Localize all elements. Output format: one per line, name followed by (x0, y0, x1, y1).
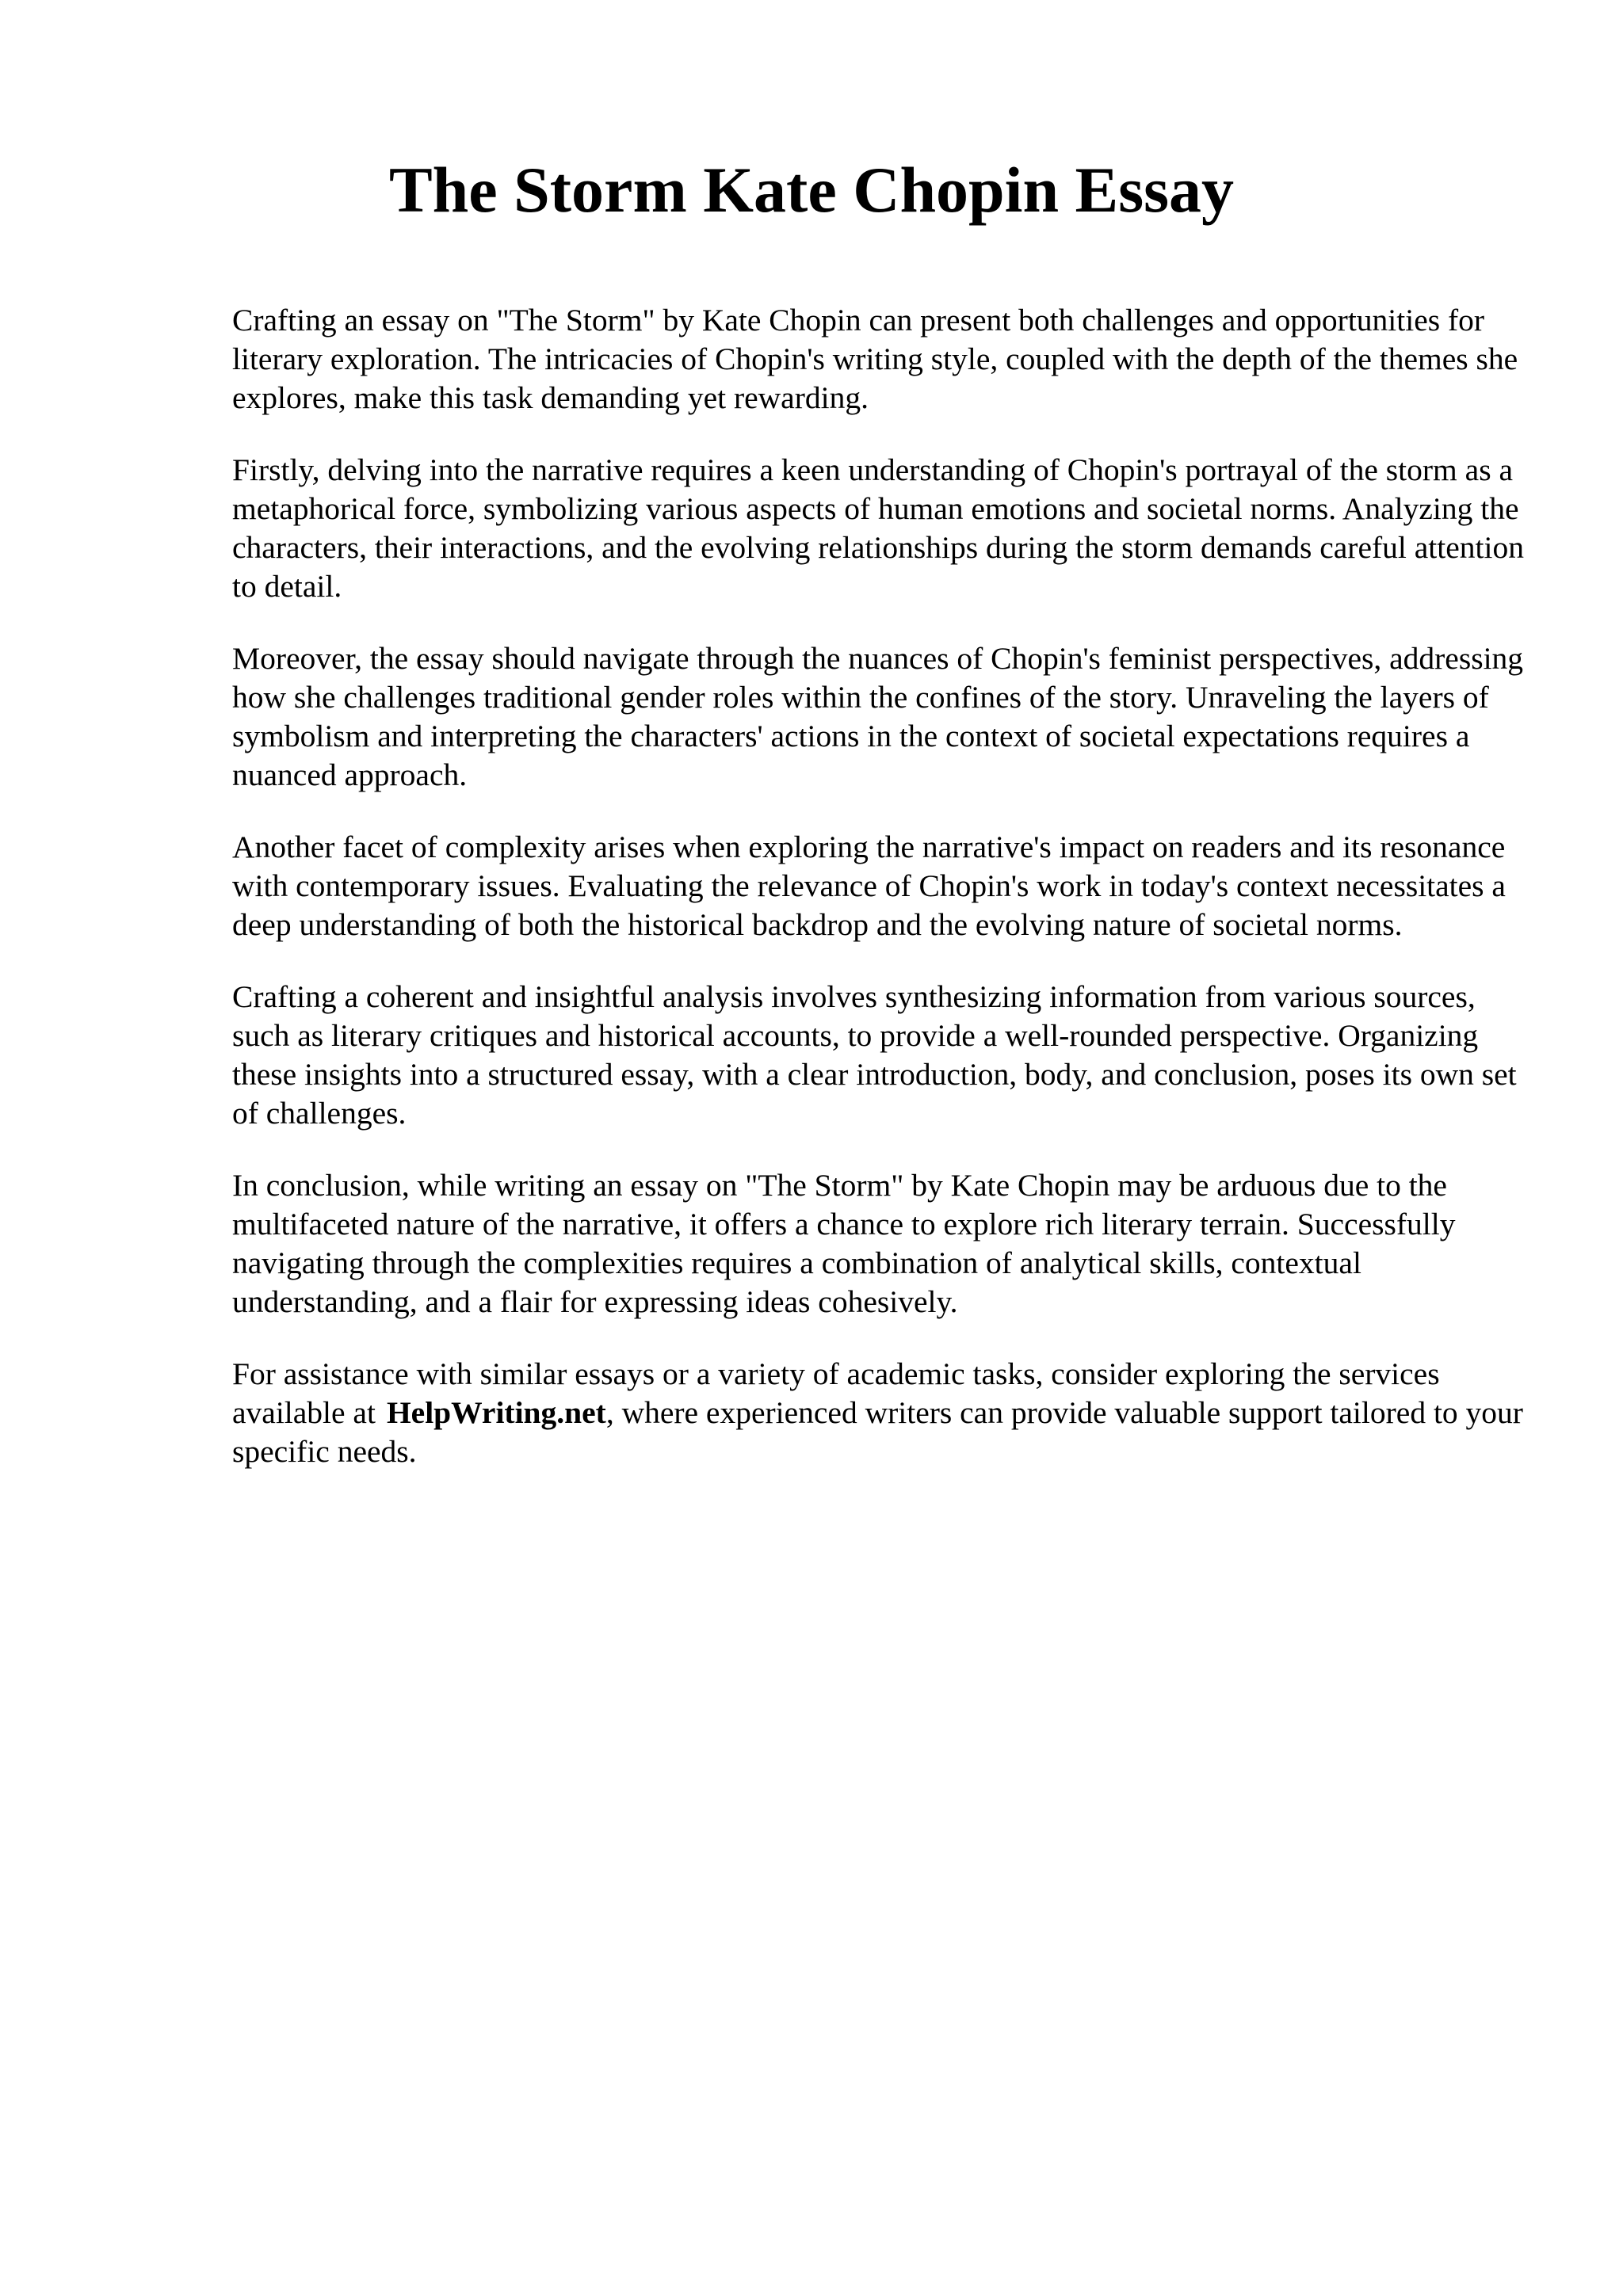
assistance-text-after: , where experienced writers can provide valuable support tailored to your specific needs. (232, 1395, 1523, 1469)
helpwriting-link[interactable]: HelpWriting.net (386, 1395, 606, 1430)
paragraph-narrative: Firstly, delving into the narrative requires a keen understanding of Chopin's portrayal of the storm as a metaphorical force, symbolizing various aspects of human emotions and societal norms. Analyzing the characters, their interactions, and the evolving relationships during the storm demands careful attention to detail. (232, 452, 1524, 604)
paragraph-impact: Another facet of complexity arises when exploring the narrative's impact on readers and its resonance with contemporary issues. Evaluating the relevance of Chopin's work in today's context necessitates a deep understanding of both the historical backdrop and the evolving nature of societal norms. (232, 830, 1506, 942)
paragraph-analysis: Crafting a coherent and insightful analysis involves synthesizing information from various sources, such as literary critiques and historical accounts, to provide a well-rounded perspective. Organizing these insights into a structured essay, with a clear introduction, body, and conclusion, poses its own set of challenges. (232, 979, 1517, 1131)
assistance-text-before: For assistance with similar essays or a variety of academic tasks, consider exploring the services available at (232, 1356, 1440, 1430)
document-title: The Storm Kate Chopin Essay (388, 154, 1235, 226)
paragraph-feminist: Moreover, the essay should navigate through the nuances of Chopin's feminist perspectives, addressing how she challenges traditional gender roles within the confines of the story. Unraveling the layers of symbolism and interpreting the characters' actions in the context of societal expectations requires a nuanced approach. (232, 641, 1524, 792)
paragraph-conclusion: In conclusion, while writing an essay on "The Storm" by Kate Chopin may be arduous due to the multifaceted nature of the narrative, it offers a chance to explore rich literary terrain. Successfully navigating through the complexities requires a combination of analytical skills, contextual understanding, and a flair for expressing ideas cohesively. (232, 1168, 1456, 1319)
paragraph-intro: Crafting an essay on "The Storm" by Kate Chopin can present both challenges and opportunities for literary exploration. The intricacies of Chopin's writing style, coupled with the depth of the themes she explores, make this task demanding yet rewarding. (232, 303, 1518, 415)
document-body (232, 301, 1532, 1505)
paragraph-assistance (232, 1355, 1532, 1471)
